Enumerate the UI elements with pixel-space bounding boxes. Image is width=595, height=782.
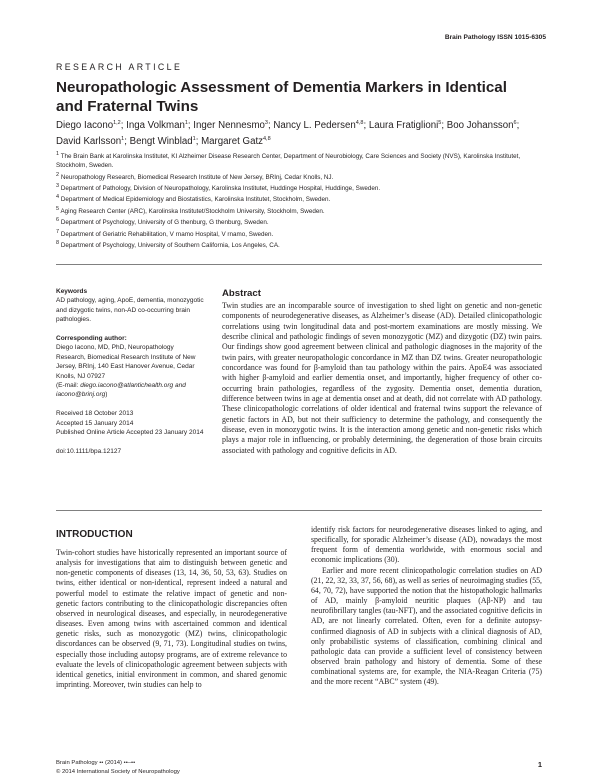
page-footer [56,759,180,777]
affiliation-text: Department of Psychology, University of Southern California, Los Angeles, CA. [60,242,280,250]
article-type: RESEARCH ARTICLE [56,62,183,72]
affiliation-text: Department of Psychology, University of G thenburg, G thenburg, Sweden. [60,219,269,227]
affiliation-marker: 6 [56,217,60,224]
journal-header: Brain Pathology ISSN 1015-6305 [444,34,546,41]
author-affiliation-marker: 5 [438,120,442,126]
affiliation-text: Department of Geriatric Rehabilitation, V rnamo Hospital, V rnamo, Sweden. [60,230,274,238]
author-affiliation-marker: 4,8 [355,120,364,126]
author-separator: ; [124,136,130,148]
footer-copyright: © 2014 International Society of Neuropathology [56,769,180,775]
affiliation-marker: 2 [56,171,60,178]
keywords-heading: Keywords [56,288,88,295]
intro-paragraph-2: Earlier and more recent clinicopathologic correlation studies on AD (21, 22, 32, 33, 37, 56, 68), as well as series of neuroimaging studies (55, 64, 70, 72), have supported the notion that the histopathologic hallmarks of AD, mainly β-amyloid neuritic plaques (Aβ-NP) and tau neurofibrillary tangles (tau-NFT), and the associated cognitive deficits in AD, are not linearly correlated. Often, even for a definite autopsy-confirmed diagnosis of AD in subjects with a clinical diagnosis of AD, only probabilistic systems of classification, combining clinical and pathologic data can provide a sufficient level of consistency between observed brain pathology and history of dementia. Some of these combinational systems are, for example, the NIA-Reagan Criteria (75) and the more recent “ABC” system (49). [311,565,542,687]
body-column-right [311,525,542,688]
affiliation-text: Department of Medical Epidemiology and Biostatistics, Karolinska Institutet, Stockholm, Sweden. [60,196,331,204]
author-name: Laura Fratiglioni [368,120,439,132]
affiliation-item [56,150,542,171]
divider-top [56,264,542,265]
affiliation-item [56,216,542,227]
doi[interactable]: doi:10.1111/bpa.12127 [56,447,122,455]
page-number: 1 [537,760,542,769]
author-affiliation-marker: 1,2 [113,120,121,126]
intro-paragraph-1-continued: identify risk factors for neurodegenerative diseases linked to aging, and specifically, for sporadic Alzheimer’s disease (AD), nowadays the most frequent form of dementia worldwide, with enormous social and economic implications (30). [311,525,542,565]
author-name: Boo Johansson [446,120,514,132]
author-affiliation-marker: 1 [192,135,196,142]
author-name: David Karlsson [56,136,122,148]
affiliation-item [56,171,542,182]
author-list [56,117,542,149]
email-close: ) [105,391,108,399]
affiliation-item [56,239,542,250]
author-name: Diego Iacono [56,120,114,132]
affiliation-marker: 1 [56,151,60,157]
affiliation-text: The Brain Bank at Karolinska Institutet, KI Alzheimer Disease Research Center, Department of Neurobiology, Care Sciences and Society (NVS), Karolinska Institutet, Stockholm, Sweden. [56,153,521,170]
received-date: Received 18 October 2013 [56,410,134,418]
article-title: Neuropathologic Assessment of Dementia Markers in Identical and Fraternal Twins [56,79,507,115]
intro-paragraph-1: Twin-cohort studies have historically represented an important source of analysis for investigations that aim to distinguish between genetic and non-genetic components of diseases (13, 14, 36, 50, 53, 63). Studies on twins, either identical or non-identical, represent indeed a natural and powerful model to estimate the relative impact of genetic and non-genetic factors contributing to the clinicopathologic discrepancies often observed in neurological diseases, and especially, in neurodegenerative diseases. Even among twins with ascertained common and identical genetic risks, such as monozygotic (MZ) twins, clinicopathologic discordances can be observed (9, 71, 73). Longitudinal studies on twins, especially those including autopsy programs, are of extreme relevance to evaluate the levels of clinicopathologic agreement between subjects with identical genetics, initial environment in common, and shared genomic imprinting. Moreover, twin studies can help to [56,548,287,690]
abstract-text: Twin studies are an incomparable source of investigation to shed light on genetic and non-genetic components of neurodegenerative diseases, as Alzheimer’s disease (AD). Detailed clinicopathologic correlations using twin longitudinal data and post-mortem examinations are mostly missing. We describe clinical and pathologic findings of seven monozygotic (MZ) and dizygotic (DZ) twin pairs. Our findings show good agreement between clinical and pathologic diagnoses in the majority of the twin pairs, with greater neuropathologic concordance in MZ than DZ twins. Greater neuropathologic concordance was found for β-amyloid than tau pathology within the pairs. ApoE4 was associated with higher β-amyloid and earlier dementia onset, and importantly, higher frequency of other co-occurring brain pathologies, regardless of the zygosity. Dementia onset, dementia duration, difference between twins in age at dementia onset and at death, did not correlate with AD pathology. These clinicopathologic correlations of older identical and fraternal twins support the relevance of genetic factors in AD, but not their sufficiency to determine the pathology, and consequently the disease, even in monozygotic twins. It is the interaction among genetic and non-genetic risks which plays a major role in influencing, or probably determining, the degeneration of those brain circuits associated with pathology and cognitive deficits in AD. [222,301,542,455]
affiliation-item [56,205,542,216]
email-link[interactable]: diego.iacono@atlantichealth.org and iacono@brinj.org [56,382,186,399]
author-name: Bengt Winblad [129,136,193,148]
author-name: Inger Nennesmo [193,120,265,132]
divider-bottom [56,510,542,511]
affiliation-marker: 5 [56,205,60,212]
affiliation-marker: 4 [56,194,60,201]
affiliation-text: Department of Pathology, Division of Neuropathology, Karolinska Institutet, Huddinge Hospital, Huddinge, Sweden. [60,185,381,193]
affiliation-text: Aging Research Center (ARC), Karolinska Institutet/Stockholm University, Stockholm, Sweden. [60,207,325,215]
author-separator: ; [187,120,194,132]
affiliation-marker: 3 [56,183,60,190]
author-separator: ; [516,120,520,132]
author-separator: ; [363,120,369,132]
affiliation-marker: 7 [56,228,60,235]
affiliation-item [56,193,542,204]
author-separator: ; [267,120,274,132]
introduction-heading: INTRODUCTION [56,529,133,540]
author-affiliation-marker: 1 [121,135,125,142]
author-affiliation-marker: 4,8 [263,135,271,142]
corresponding-author-heading: Corresponding author: [56,335,127,343]
author-name: Nancy L. Pedersen [273,120,356,132]
corresponding-author-text [56,343,204,399]
email-label: (E-mail: [56,382,81,390]
author-name: Margaret Gatz [201,136,263,148]
author-separator: ; [120,120,127,132]
body-column-left [56,548,287,690]
affiliations [56,150,542,250]
corresponding-author-address: Diego Iacono, MD, PhD, Neuropathology Research, Biomedical Research Institute of New Jersey, BRInj, 140 East Hanover Avenue, Cedar Knolls, NJ 07927 [56,344,196,380]
article-info-sidebar [56,287,204,456]
author-affiliation-marker: 3 [264,120,268,126]
affiliation-item [56,182,542,193]
affiliation-text: Neuropathology Research, Biomedical Research Institute of New Jersey, BRInj, Cedar Knolls, NJ. [60,173,334,181]
author-name: Inga Volkman [126,120,185,132]
published-date: Published Online Article Accepted 23 January 2014 [56,429,204,437]
author-separator: ; [441,120,447,132]
author-affiliation-marker: 6 [513,120,517,126]
accepted-date: Accepted 15 January 2014 [56,419,134,427]
author-separator: ; [195,136,202,148]
abstract-heading: Abstract [222,288,261,299]
footer-journal-line: Brain Pathology •• (2014) ••–•• [56,760,136,766]
affiliation-marker: 8 [56,240,60,247]
author-affiliation-marker: 1 [184,120,188,126]
keywords-text: AD pathology, aging, ApoE, dementia, monozygotic and dizygotic twins, non-AD co-occurring brain pathologies. [56,297,204,324]
affiliation-item [56,228,542,239]
